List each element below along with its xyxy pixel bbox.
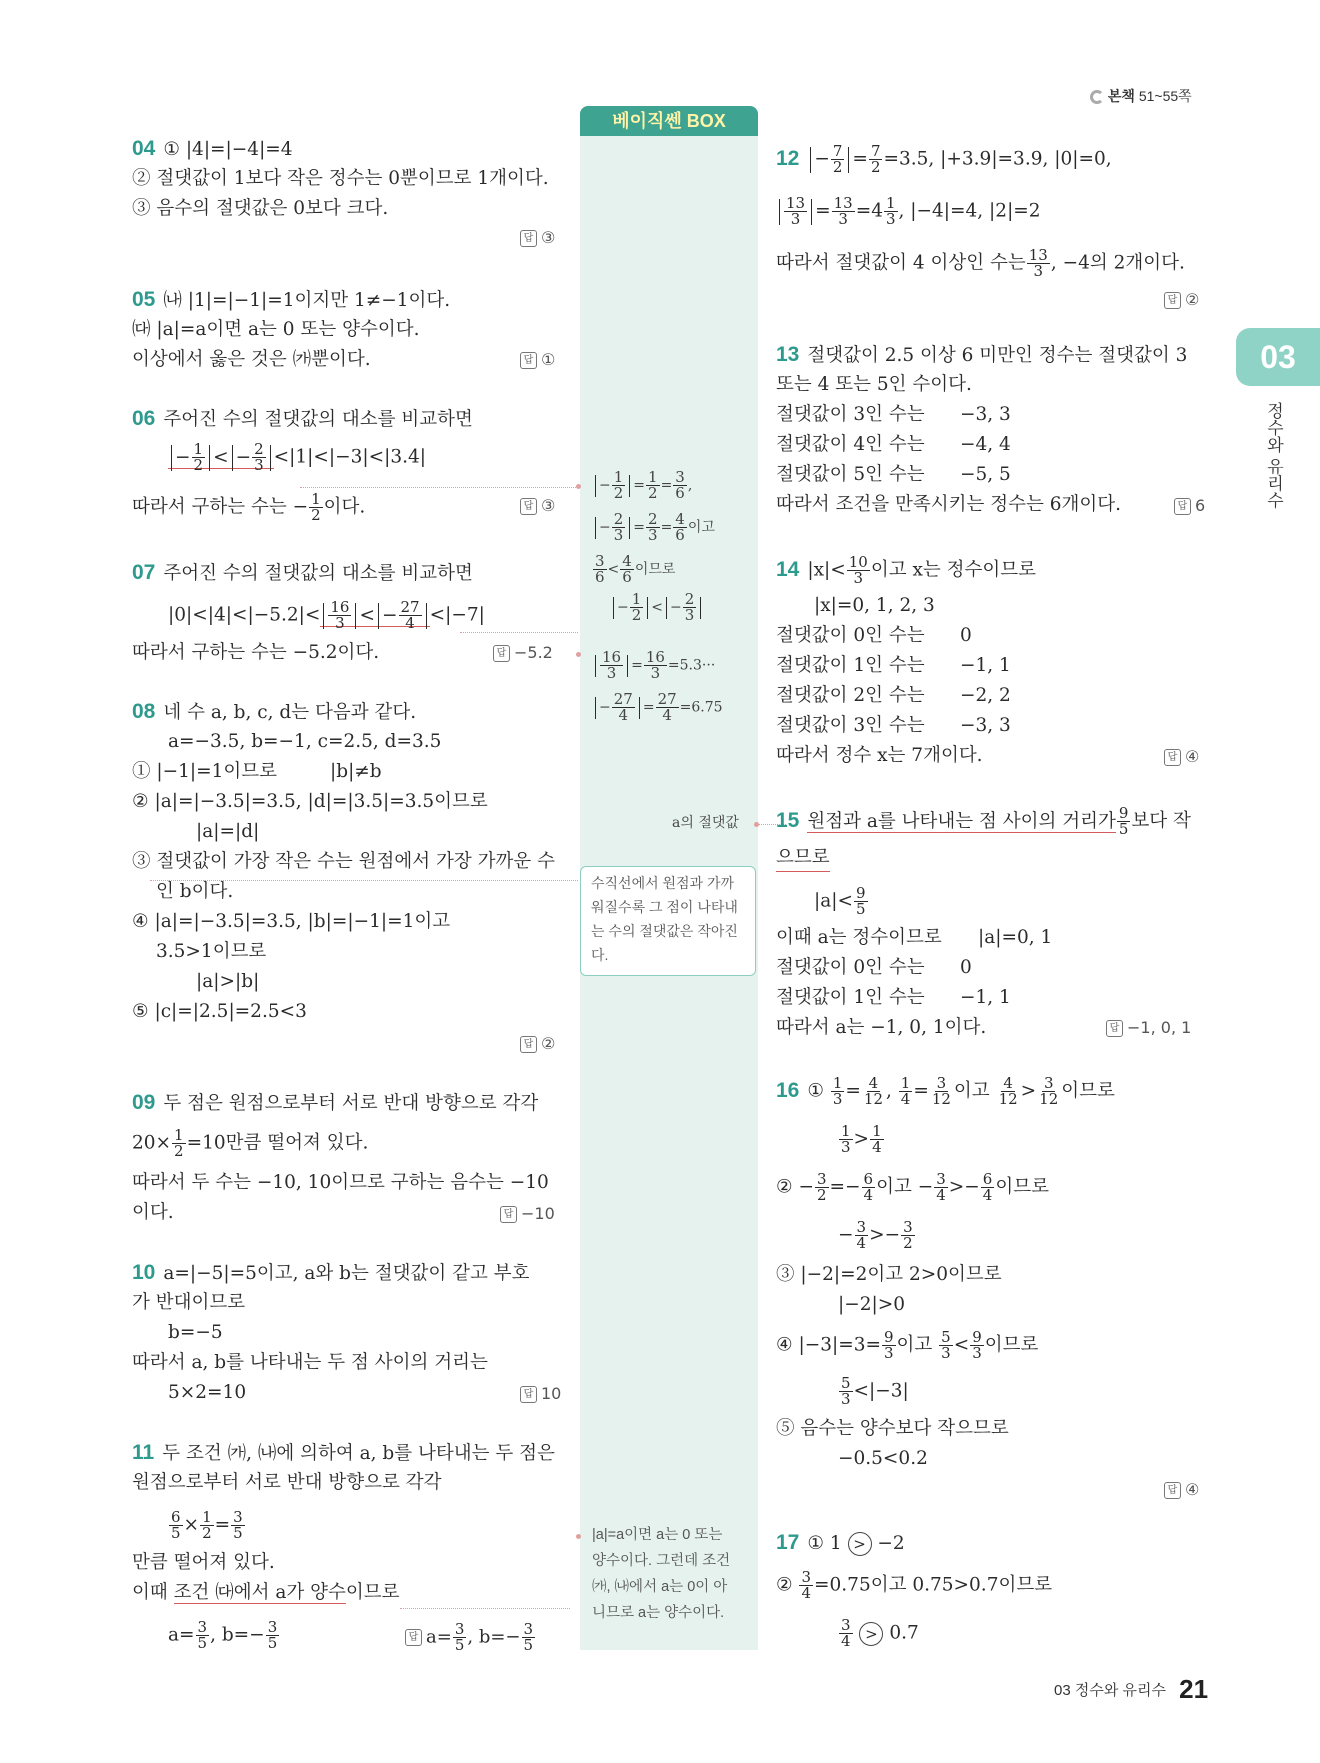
line: 0 (960, 957, 972, 978)
line: 보다 작 (1131, 810, 1191, 832)
answer-04 (520, 228, 555, 247)
line: ㈏ |1|=|−1|=1이지만 1≠−1이다. (163, 290, 451, 311)
line: =3.5, |+3.9|=3.9, |0|=0, (883, 148, 1112, 170)
line: 인 b이다. (156, 881, 234, 902)
chapter-tab: 03 (1236, 328, 1320, 386)
answer-icon: 답 (500, 1206, 517, 1223)
math-16-2: − $\frac{3}{4}$ >− $\frac{3}{2}$ (838, 1218, 913, 1252)
line: 절댓값이 3인 수는 (776, 715, 925, 736)
note-text: ㈎, ㈏에서 a는 0이 아 (592, 1579, 728, 1595)
line: −3, 3 (960, 404, 1011, 425)
line: 절댓값이 5인 수는 (776, 464, 925, 485)
connector-dot (576, 1534, 581, 1539)
line: 절댓값이 0인 수는 (776, 625, 925, 646)
math-07: |0|<|4|<|−5.2|< $\frac{16}{3}$ < − $\frac{27}{4}$ <|−7| (168, 598, 485, 632)
line: 0.7 (889, 1622, 919, 1644)
line: 절댓값이 1인 수는 (776, 655, 925, 676)
line: −2, 2 (960, 685, 1011, 706)
line: ① (807, 1080, 824, 1102)
tip-card (580, 866, 756, 976)
problem-number: 11 (132, 1441, 155, 1464)
chapter-title-vertical: 정수와 유리수 (1264, 402, 1283, 509)
note-06d: − $\frac{1}{2}$ < − $\frac{2}{3}$ (610, 592, 704, 623)
note-07a: $\frac{16}{3}$ = $\frac{16}{3}$ =5.3··· (592, 650, 715, 681)
line: 조건 ㈐에서 a가 양수 (173, 1582, 346, 1603)
line: ④ |−3|=3= (776, 1334, 881, 1356)
line: −0.5<0.2 (838, 1448, 928, 1469)
problem-number: 15 (776, 808, 800, 832)
answer-12 (1164, 290, 1199, 309)
line: 절댓값이 3인 수는 (776, 404, 925, 425)
problem-15-line3: |a|< $\frac{9}{5}$ (814, 884, 866, 918)
note-06c: $\frac{3}{6}$ < $\frac{4}{6}$ 이므로 (595, 552, 676, 586)
line: ② (776, 1176, 793, 1198)
line: 절댓값이 0인 수는 (776, 957, 925, 978)
line: 주어진 수의 절댓값의 대소를 비교하면 (163, 409, 473, 430)
line: 20× (132, 1132, 172, 1154)
note-text: 이므로 (634, 561, 676, 578)
problem-number: 09 (132, 1091, 156, 1114)
connector (400, 1608, 570, 1609)
line: ② |a|=|−3.5|=3.5, |d|=|3.5|=3.5이므로 (132, 791, 488, 812)
line: 원점으로부터 서로 반대 방향으로 각각 (132, 1472, 442, 1493)
problem-10 (132, 1260, 530, 1287)
line: ① |4|=|−4|=4 (163, 139, 293, 160)
problem-number: 05 (132, 288, 156, 311)
answer-value: ② (541, 1034, 556, 1053)
connector-dot (576, 484, 581, 489)
problem-13 (776, 342, 1187, 369)
line: |x|< (807, 559, 846, 581)
line: 으므로 (776, 845, 830, 872)
line: 절댓값이 2.5 이상 6 미만인 정수는 절댓값이 3 (807, 345, 1188, 366)
answer-05 (520, 350, 555, 369)
answer-value: −1, 0, 1 (1127, 1018, 1192, 1037)
problem-number: 14 (776, 557, 800, 581)
problem-number: 17 (776, 1531, 800, 1554)
problem-06-conclusion: 따라서 구하는 수는 − $\frac{1}{2}$ 이다. (132, 490, 366, 524)
line: 주어진 수의 절댓값의 대소를 비교하면 (163, 563, 473, 584)
line: |a|>|b| (196, 971, 260, 992)
book-ref-label: 본책 (1107, 88, 1135, 104)
problem-09 (132, 1090, 538, 1117)
problem-number: 07 (132, 561, 156, 584)
problem-number: 06 (132, 407, 156, 430)
problem-number: 12 (776, 146, 800, 170)
note-text: =5.3··· (667, 657, 716, 674)
answer-16 (1164, 1480, 1199, 1499)
line: b=−5 (168, 1322, 223, 1343)
answer-icon: 답 (520, 1386, 537, 1403)
math-09: 20× $\frac{1}{2}$ =10만큼 떨어져 있다. (132, 1126, 369, 1160)
answer-value: −10 (521, 1204, 555, 1223)
answer-13 (1174, 496, 1205, 515)
line: ③ 음수의 절댓값은 0보다 크다. (132, 198, 389, 219)
line: 따라서 구하는 수는 −5.2이다. (132, 642, 380, 663)
note-text: =6.75 (679, 699, 723, 716)
line: 만큼 떨어져 있다. (132, 1552, 275, 1573)
line: −1, 1 (960, 655, 1011, 676)
problem-number: 04 (132, 137, 156, 160)
line: a=−3.5, b=−1, c=2.5, d=3.5 (168, 731, 442, 752)
math-16-1: $\frac{1}{3}$ > $\frac{1}{4}$ (841, 1122, 882, 1156)
connector (300, 487, 578, 488)
problem-16: 16 ① $\frac{1}{3}$ = $\frac{4}{12}$ , $\frac{1}{4}$ = $\frac{3}{12}$ 이고 $\frac{4}{12}$ > $\frac{3}{12}$ 이므로 (776, 1074, 1115, 1108)
line: |a|< (814, 890, 853, 912)
line: 두 점은 원점으로부터 서로 반대 방향으로 각각 (163, 1093, 539, 1114)
problem-12-line3: 따라서 절댓값이 4 이상인 수는 $\frac{13}{3}$ , −4의 2개이다. (776, 246, 1185, 280)
refresh-icon (1090, 90, 1104, 104)
line: −1, 1 (960, 987, 1011, 1008)
line: =0.75이고 0.75>0.7이므로 (814, 1574, 1053, 1596)
problem-11 (132, 1440, 555, 1467)
answer-icon: 답 (520, 498, 537, 515)
line: 따라서 정수 x는 7개이다. (776, 745, 983, 766)
problem-06 (132, 406, 473, 433)
line: ③ 절댓값이 가장 작은 수는 원점에서 가장 가까운 수 (132, 851, 555, 872)
line: 가 반대이므로 (132, 1292, 246, 1313)
note-11 (592, 1522, 730, 1626)
line: ① 1 (807, 1533, 842, 1554)
problem-12: 12 − $\frac{7}{2}$ = $\frac{7}{2}$ =3.5, |+3.9|=3.9, |0|=0, (776, 142, 1112, 176)
line: ㈐ |a|=a이면 a는 0 또는 양수이다. (132, 319, 420, 340)
line: 이때 a는 정수이므로 (776, 927, 942, 948)
problem-16-4: ④ |−3|=3= $\frac{9}{3}$ 이고 $\frac{5}{3}$ < $\frac{9}{3}$ 이므로 (776, 1328, 1039, 1362)
footer-chapter: 03 정수와 유리수 (1054, 1682, 1166, 1699)
line: 이므로 (1061, 1080, 1115, 1102)
answer-icon: 답 (520, 1036, 537, 1053)
footer (1054, 1674, 1208, 1705)
line: 이고 (876, 1176, 912, 1198)
problem-04 (132, 136, 293, 163)
problem-14: 14 |x|< $\frac{10}{3}$ 이고 x는 정수이므로 (776, 553, 1037, 587)
answer-value: 6 (1195, 496, 1206, 515)
inequality-circle: > (848, 1532, 872, 1556)
line: 이고 (953, 1080, 990, 1102)
basic-box-label: 베이직쎈 BOX (612, 111, 726, 131)
page-reference (1090, 86, 1192, 106)
answer-value: ③ (541, 228, 556, 247)
answer-11: 답 a= $\frac{3}{5}$ , b=− $\frac{3}{5}$ (405, 1622, 536, 1653)
line: 5×2=10 (168, 1382, 247, 1403)
answer-icon: 답 (1106, 1020, 1123, 1037)
line: |b|≠b (330, 761, 382, 782)
line: 3.5>1이므로 (156, 941, 267, 962)
problem-number: 10 (132, 1261, 156, 1284)
problem-16-2: ② − $\frac{3}{2}$ =− $\frac{6}{4}$ 이고 − $\frac{3}{4}$ >− $\frac{6}{4}$ 이므로 (776, 1170, 1049, 1204)
answer-value: ① (541, 350, 556, 369)
line: 이므로 (345, 1582, 400, 1603)
line: |x|=0, 1, 2, 3 (814, 595, 935, 616)
tip-text: 수직선에서 원점과 가까워질수록 그 점이 나타내는 수의 절댓값은 작아진다. (591, 875, 738, 963)
note-15: a의 절댓값 (672, 815, 739, 831)
answer-09 (500, 1204, 555, 1223)
line: 원점과 a를 나타내는 점 사이의 거리가 (807, 810, 1116, 832)
problem-number: 16 (776, 1078, 800, 1102)
line: 이다. (132, 1202, 174, 1223)
line: 이다. (323, 496, 366, 518)
line: 이고 x는 정수이므로 (870, 559, 1037, 581)
problem-07 (132, 560, 473, 587)
page-range: 51~55쪽 (1138, 88, 1192, 104)
basic-box-tag (580, 106, 758, 136)
line: 네 수 a, b, c, d는 다음과 같다. (163, 702, 417, 723)
math-16-4: $\frac{5}{3}$ <|−3| (841, 1374, 909, 1408)
line: 이므로 (984, 1334, 1039, 1356)
line: 따라서 a, b를 나타내는 두 점 사이의 거리는 (132, 1352, 488, 1373)
line: |a|=0, 1 (978, 927, 1053, 948)
answer-value: ③ (541, 496, 556, 515)
line: ④ |a|=|−3.5|=3.5, |b|=|−1|=1이고 (132, 911, 451, 932)
answer-icon: 답 (1174, 498, 1191, 515)
line: ③ |−2|=2이고 2>0이므로 (776, 1264, 1002, 1285)
connector (460, 632, 578, 633)
connector-dot (754, 822, 759, 827)
note-06b: − $\frac{2}{3}$ = $\frac{2}{3}$ = $\frac{4}{6}$ 이고 (592, 512, 715, 543)
line: <|−3| (853, 1380, 909, 1402)
line: 또는 4 또는 5인 수이다. (776, 374, 972, 395)
line: −3, 3 (960, 715, 1011, 736)
answer-icon: 답 (1164, 1482, 1181, 1499)
line: 절댓값이 1인 수는 (776, 987, 925, 1008)
answer-icon: 답 (493, 645, 510, 662)
line: ② (776, 1574, 793, 1596)
note-07b: − $\frac{27}{4}$ = $\frac{27}{4}$ =6.75 (592, 692, 723, 723)
line: 따라서 두 수는 −10, 10이므로 구하는 음수는 −10 (132, 1172, 549, 1193)
line: −4, 4 (960, 434, 1011, 455)
line: ② 절댓값이 1보다 작은 정수는 0뿐이므로 1개이다. (132, 168, 549, 189)
answer-value: ② (1185, 290, 1200, 309)
answer-icon: 답 (520, 230, 537, 247)
answer-icon: 답 (520, 352, 537, 369)
note-text: 양수이다. 그런데 조건 (592, 1553, 731, 1569)
answer-10 (520, 1384, 561, 1403)
problem-number: 13 (776, 343, 800, 366)
note-text: |a|=a이면 a는 0 또는 (592, 1527, 723, 1543)
line: |a|=|d| (196, 821, 260, 842)
math-11-result: a= $\frac{3}{5}$ , b=− $\frac{3}{5}$ (168, 1618, 278, 1652)
math-11: $\frac{6}{5}$ × $\frac{1}{2}$ = $\frac{3}{5}$ (171, 1508, 243, 1542)
problem-15: 15 원점과 a를 나타내는 점 사이의 거리가 $\frac{9}{5}$ 보다 작 (776, 804, 1191, 838)
answer-06 (520, 496, 555, 515)
math-06: − $\frac{1}{2}$ < − $\frac{2}{3}$ <|1|<|−3|<|3.4| (168, 442, 426, 473)
line: 절댓값이 4인 수는 (776, 434, 925, 455)
line: 이고 (896, 1334, 933, 1356)
line: ⑤ 음수는 양수보다 작으므로 (776, 1418, 1009, 1439)
answer-value: 10 (541, 1384, 562, 1403)
line: 이상에서 옳은 것은 ㈎뿐이다. (132, 349, 371, 370)
problem-05 (132, 287, 450, 314)
line: , |−4|=4, |2|=2 (898, 200, 1041, 222)
line: =10만큼 떨어져 있다. (186, 1132, 369, 1154)
answer-14 (1164, 747, 1199, 766)
answer-icon: 답 (1164, 749, 1181, 766)
line: ⑤ |c|=|2.5|=2.5<3 (132, 1001, 307, 1022)
answer-icon: 답 (405, 1629, 422, 1646)
answer-icon: 답 (1164, 292, 1181, 309)
line: 두 조건 ㈎, ㈏에 의하여 a, b를 나타내는 두 점은 (162, 1443, 555, 1464)
line: ① |−1|=1이므로 (132, 761, 278, 782)
problem-17-3: $\frac{3}{4}$ > 0.7 (841, 1616, 919, 1650)
line: 따라서 조건을 만족시키는 정수는 6개이다. (776, 494, 1121, 515)
line: |−2|>0 (838, 1294, 906, 1315)
problem-number: 08 (132, 700, 156, 723)
line: 따라서 구하는 수는 − (132, 496, 309, 518)
inequality-circle: > (859, 1622, 883, 1646)
line: −5, 5 (960, 464, 1011, 485)
answer-value: ④ (1185, 747, 1200, 766)
line: , −4의 2개이다. (1050, 252, 1185, 274)
page-number: 21 (1179, 1674, 1209, 1704)
line: 따라서 a는 −1, 0, 1이다. (776, 1017, 987, 1038)
note-06: − $\frac{1}{2}$ = $\frac{1}{2}$ = $\frac{3}{6}$ , (592, 470, 692, 501)
problem-17 (776, 1530, 905, 1557)
note-text: 니므로 a는 양수이다. (592, 1605, 725, 1621)
answer-07 (493, 643, 553, 662)
line: 0 (960, 625, 972, 646)
answer-15 (1106, 1018, 1191, 1037)
answer-value: −5.2 (514, 643, 553, 662)
line: a=|−5|=5이고, a와 b는 절댓값이 같고 부호 (163, 1263, 530, 1284)
connector (150, 880, 578, 881)
note-text: 이고 (687, 519, 715, 536)
connector-dot (576, 652, 581, 657)
problem-17-2: ② $\frac{3}{4}$ =0.75이고 0.75>0.7이므로 (776, 1568, 1053, 1602)
line: 따라서 절댓값이 4 이상인 수는 (776, 252, 1026, 274)
problem-11-condition (132, 1580, 400, 1606)
answer-08 (520, 1034, 555, 1053)
line: 절댓값이 2인 수는 (776, 685, 925, 706)
line: 이때 (132, 1582, 174, 1603)
line: −2 (877, 1533, 905, 1554)
line: 이므로 (995, 1176, 1049, 1198)
problem-08 (132, 699, 416, 726)
problem-12-line2: $\frac{13}{3}$ = $\frac{13}{3}$ =4 $\frac{1}{3}$ , |−4|=4, |2|=2 (776, 196, 1041, 227)
answer-value: ④ (1185, 1480, 1200, 1499)
